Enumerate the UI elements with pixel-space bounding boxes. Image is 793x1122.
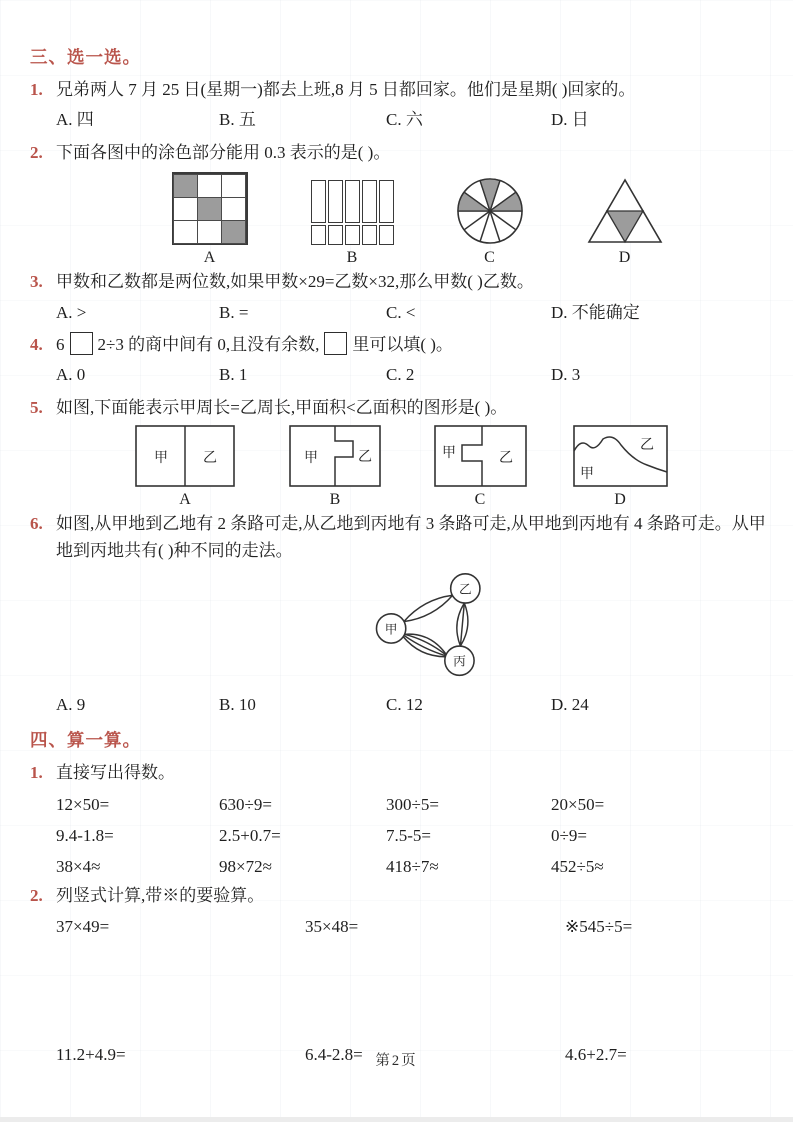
calc-item: 38×4≈ bbox=[56, 856, 101, 876]
calc-item: 37×49= bbox=[56, 917, 110, 937]
question-2-number: 2. bbox=[30, 142, 43, 162]
figure-b-cell bbox=[289, 425, 381, 509]
path-graph-figure bbox=[342, 566, 532, 688]
calc-item: 35×48= bbox=[305, 917, 359, 937]
question-4 bbox=[30, 332, 767, 358]
svg-text:乙: 乙 bbox=[358, 450, 372, 466]
option-b: B. 1 bbox=[219, 365, 248, 385]
figure-d-cell bbox=[585, 177, 665, 267]
question-3 bbox=[30, 269, 767, 295]
section4-sub1 bbox=[30, 760, 767, 786]
question-4-options bbox=[56, 362, 767, 388]
question-2-text: 下面各图中的涂色部分能用 0.3 表示的是( )。 bbox=[56, 142, 391, 162]
calc-item: 418÷7≈ bbox=[386, 856, 439, 876]
option-a: A. 四 bbox=[56, 110, 94, 130]
section3-title: 三、选一选。 bbox=[30, 47, 141, 67]
option-b: B. = bbox=[219, 302, 249, 322]
work-space bbox=[30, 937, 767, 1037]
calc-item: 9.4-1.8= bbox=[56, 825, 114, 845]
calc-item: 300÷5= bbox=[386, 794, 439, 814]
sub1-number: 1. bbox=[30, 763, 43, 783]
option-b: B. 五 bbox=[219, 110, 256, 130]
sub2-number: 2. bbox=[30, 885, 43, 905]
question-6 bbox=[30, 511, 767, 564]
question-1-text: 兄弟两人 7 月 25 日(星期一)都去上班,8 月 5 日都回家。他们是星期( )回家的。 bbox=[56, 80, 636, 99]
blank-box bbox=[70, 332, 93, 355]
sub1-title: 直接写出得数。 bbox=[56, 763, 175, 783]
figure-a-label: A bbox=[203, 249, 216, 267]
section4-sub2 bbox=[30, 883, 767, 909]
question-6-diagram bbox=[342, 566, 767, 688]
svg-text:乙: 乙 bbox=[203, 451, 217, 467]
section4-title: 四、算一算。 bbox=[30, 730, 141, 751]
svg-text:乙: 乙 bbox=[639, 438, 654, 454]
calc-item: 630÷9= bbox=[219, 794, 272, 814]
svg-text:甲: 甲 bbox=[579, 467, 594, 483]
figure-a-cell bbox=[172, 172, 248, 267]
curve-split-figure bbox=[573, 425, 668, 487]
question-4-number: 4. bbox=[30, 335, 43, 355]
question-5 bbox=[30, 395, 767, 421]
option-d: D. 日 bbox=[551, 110, 589, 130]
calc-item: ※545÷5= bbox=[565, 917, 633, 937]
node-bing: 丙 bbox=[453, 654, 466, 669]
figure-a-label: A bbox=[179, 491, 191, 509]
figure-b-label: B bbox=[329, 491, 341, 509]
calc-item: 452÷5≈ bbox=[551, 856, 604, 876]
figure-b-cell bbox=[311, 180, 394, 267]
blank-box bbox=[324, 332, 347, 355]
circle-10-sector-figure bbox=[456, 177, 524, 245]
q4-text-part3: 里可以填( )。 bbox=[352, 335, 453, 355]
question-5-figures bbox=[110, 425, 767, 509]
question-3-number: 3. bbox=[30, 272, 43, 292]
calc-item: 6.4-2.8= bbox=[305, 1045, 363, 1065]
option-d: D. 不能确定 bbox=[551, 302, 640, 322]
question-3-options bbox=[56, 300, 767, 326]
calc-item: 4.6+2.7= bbox=[565, 1045, 627, 1065]
grid-3x3-figure bbox=[172, 172, 248, 245]
figure-d-label: D bbox=[614, 491, 626, 509]
question-3-text: 甲数和乙数都是两位数,如果甲数×29=乙数×32,那么甲数( )乙数。 bbox=[56, 272, 534, 292]
option-d: D. 24 bbox=[551, 694, 589, 714]
svg-text:甲: 甲 bbox=[154, 451, 168, 467]
calc-item: 0÷9= bbox=[551, 825, 587, 845]
figure-c-cell bbox=[456, 177, 524, 267]
option-c: C. 12 bbox=[386, 694, 423, 714]
q4-text-part1: 6 bbox=[56, 335, 65, 355]
svg-text:甲: 甲 bbox=[304, 451, 318, 467]
column-calc-row-1 bbox=[56, 917, 767, 937]
mental-math-grid bbox=[56, 795, 767, 877]
question-6-options bbox=[56, 692, 767, 718]
question-4-text bbox=[56, 332, 767, 358]
question-2 bbox=[30, 140, 767, 166]
calc-item: 2.5+0.7= bbox=[219, 825, 281, 845]
node-jia: 甲 bbox=[384, 622, 398, 637]
figure-d-label: D bbox=[618, 249, 631, 267]
option-c: C. 六 bbox=[386, 110, 423, 130]
option-c: C. < bbox=[386, 302, 416, 322]
figure-c-label: C bbox=[484, 249, 495, 267]
option-a: A. > bbox=[56, 302, 87, 322]
question-1-number: 1. bbox=[30, 80, 43, 99]
step-right-figure bbox=[289, 425, 381, 487]
figure-b-label: B bbox=[346, 249, 358, 267]
figure-a-cell bbox=[135, 425, 235, 509]
svg-text:乙: 乙 bbox=[498, 451, 513, 467]
sub2-title: 列竖式计算,带※的要验算。 bbox=[56, 885, 265, 905]
rect-5col-figure bbox=[311, 180, 394, 245]
q4-text-part2: 2÷3 的商中间有 0,且没有余数, bbox=[97, 335, 320, 355]
question-6-number: 6. bbox=[30, 514, 43, 534]
question-6-text: 如图,从甲地到乙地有 2 条路可走,从乙地到丙地有 3 条路可走,从甲地到丙地有 4 条路可走。从甲地到丙地共有( )种不同的走法。 bbox=[56, 514, 766, 560]
question-1 bbox=[30, 77, 767, 103]
option-c: C. 2 bbox=[386, 365, 415, 385]
question-1-options bbox=[56, 107, 767, 133]
figure-d-cell bbox=[573, 425, 668, 509]
step-left-figure bbox=[434, 425, 527, 487]
question-5-text: 如图,下面能表示甲周长=乙周长,甲面积<乙面积的图形是( )。 bbox=[56, 397, 508, 417]
node-yi: 乙 bbox=[458, 582, 472, 597]
calc-item: 7.5-5= bbox=[386, 825, 431, 845]
option-b: B. 10 bbox=[219, 694, 256, 714]
calc-item: 12×50= bbox=[56, 794, 110, 814]
question-2-figures bbox=[137, 172, 767, 267]
figure-c-label: C bbox=[474, 491, 486, 509]
equal-split-figure bbox=[135, 425, 235, 487]
figure-c-cell bbox=[434, 425, 527, 509]
calc-item: 11.2+4.9= bbox=[56, 1045, 126, 1065]
option-a: A. 9 bbox=[56, 694, 86, 714]
option-d: D. 3 bbox=[551, 365, 581, 385]
bottom-edge-strip bbox=[0, 1117, 793, 1122]
calc-item: 20×50= bbox=[551, 794, 605, 814]
svg-text:甲: 甲 bbox=[441, 446, 456, 462]
triangle-figure bbox=[585, 177, 665, 245]
question-5-number: 5. bbox=[30, 397, 43, 417]
page-number: 第2页 bbox=[375, 1053, 418, 1069]
option-a: A. 0 bbox=[56, 365, 86, 385]
calc-item: 98×72≈ bbox=[219, 856, 272, 876]
